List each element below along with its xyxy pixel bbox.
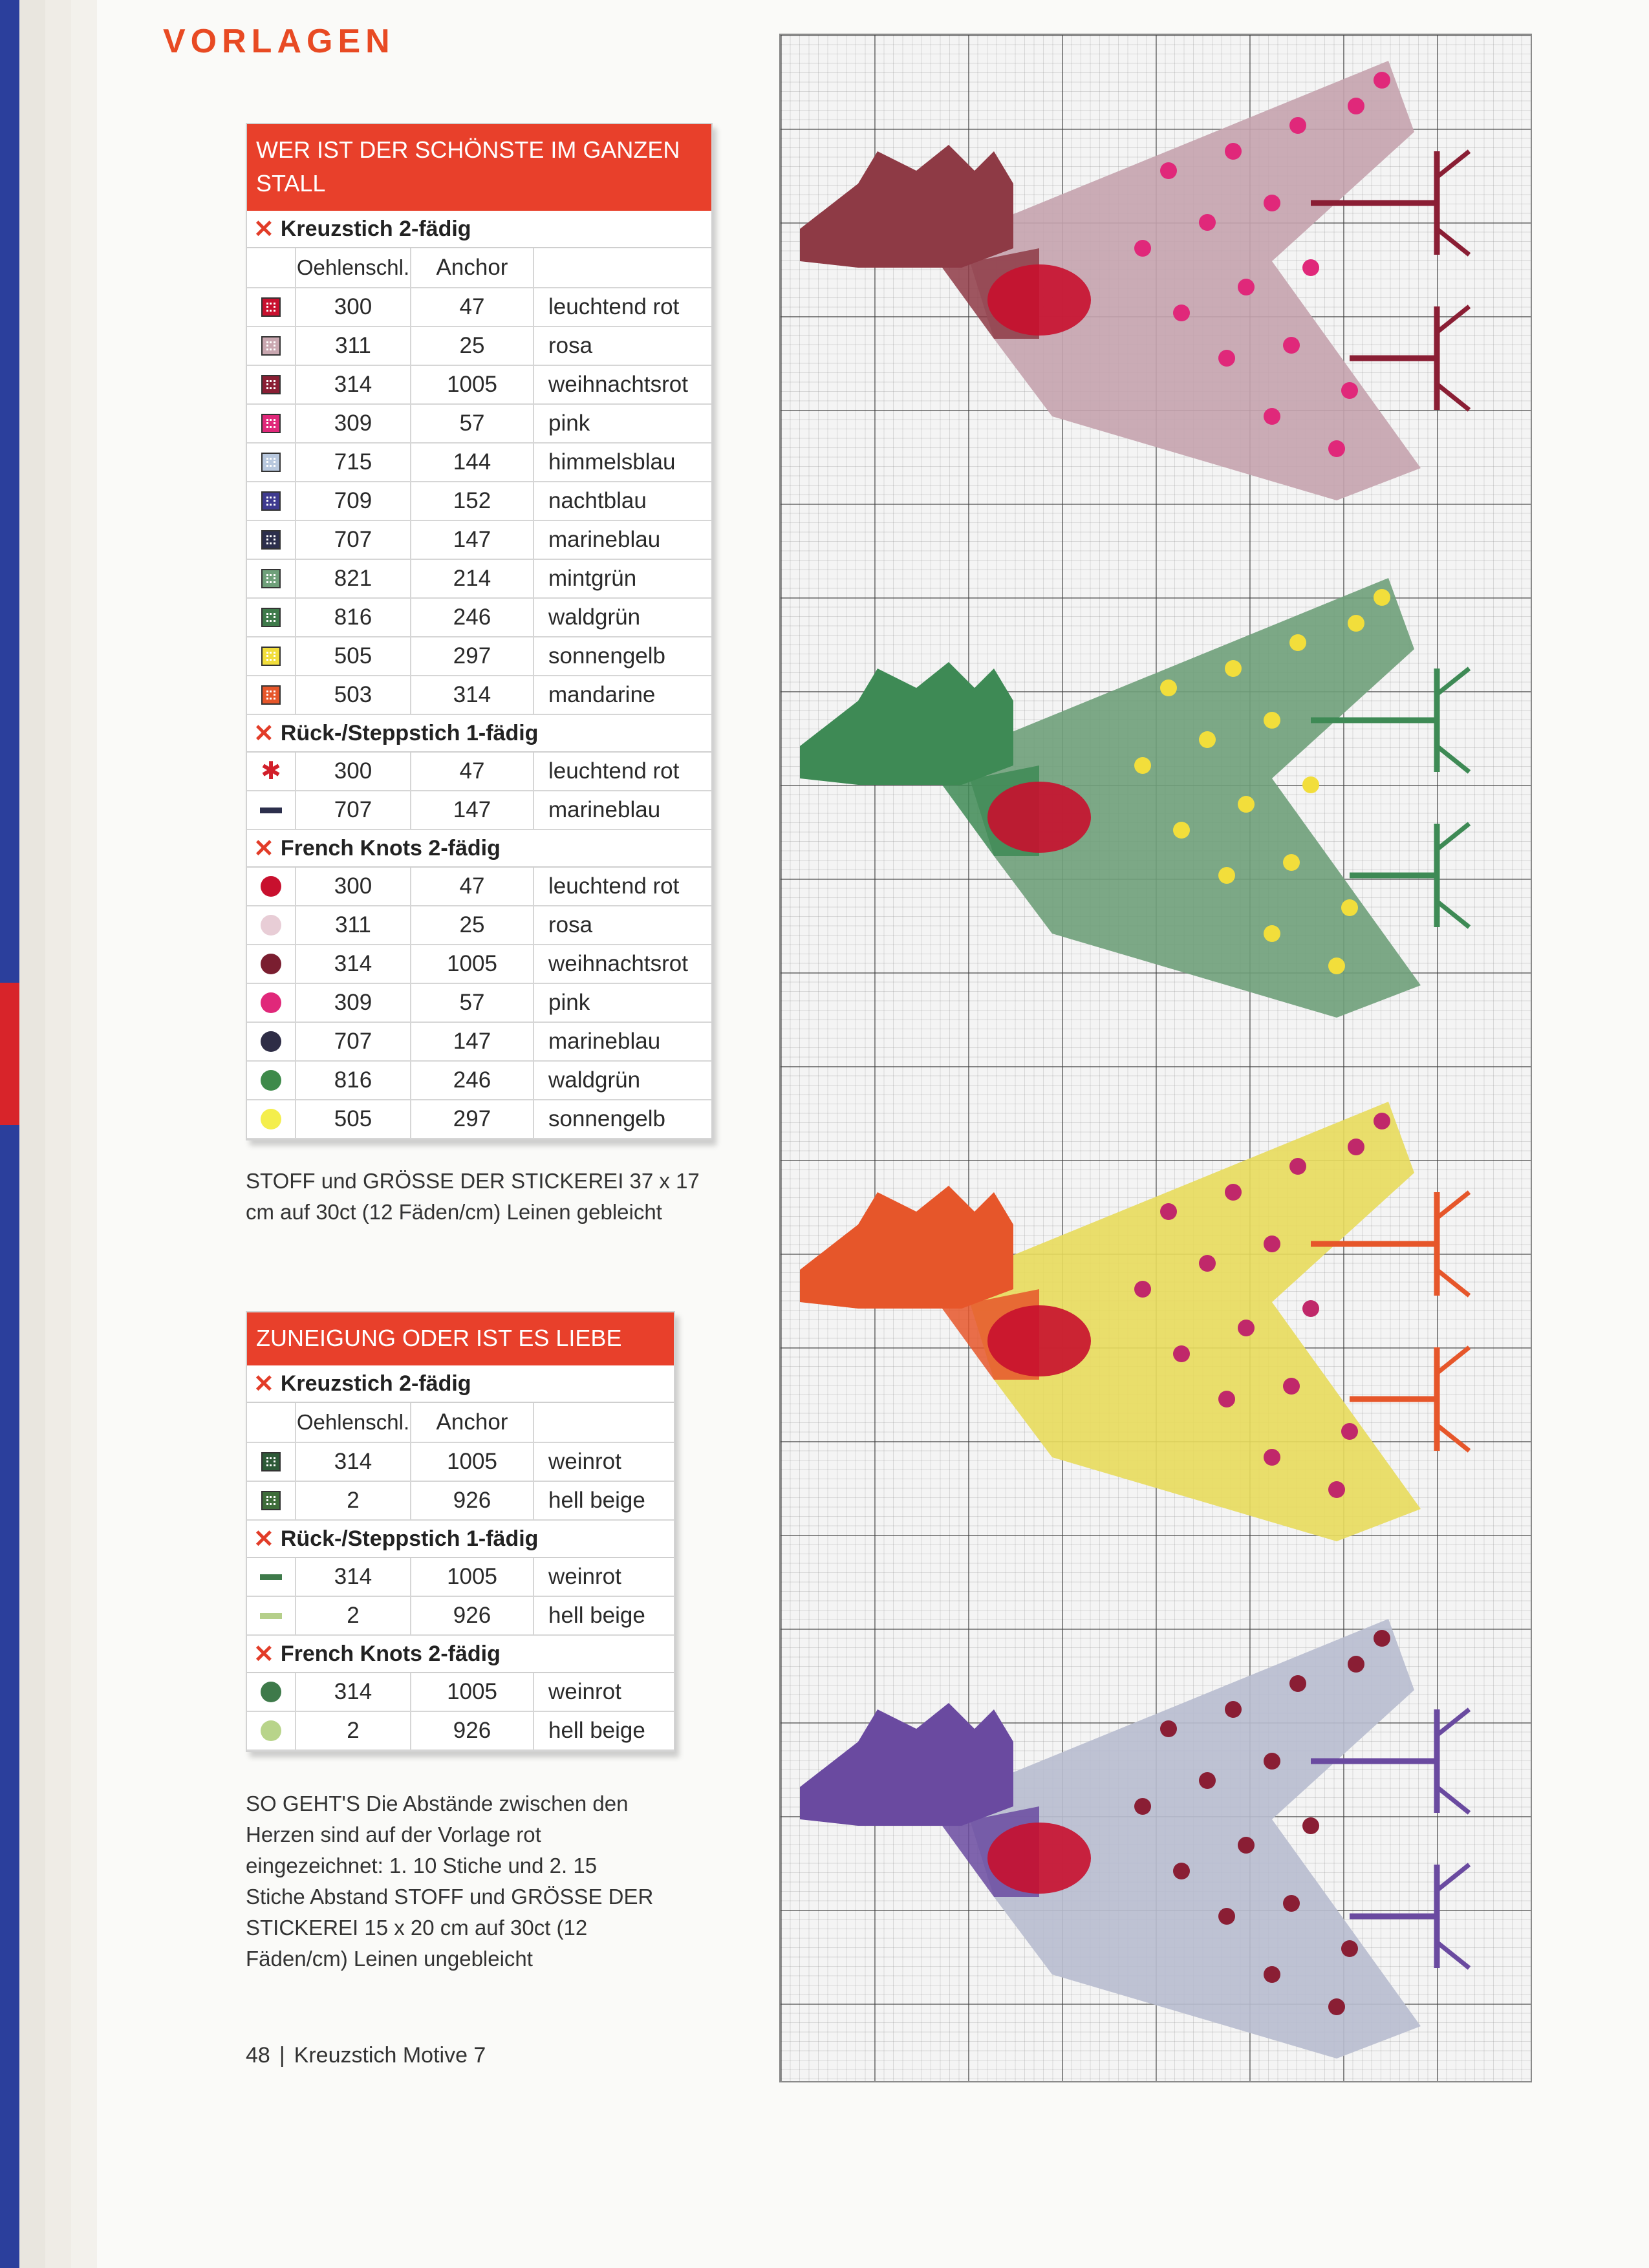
french-knot-dot-icon	[261, 876, 281, 897]
stitch-symbol	[247, 366, 296, 403]
legend-row	[247, 791, 711, 830]
pattern-motif-dot	[1289, 117, 1306, 134]
pattern-motif-dot	[1328, 1481, 1345, 1498]
dmc-number: 707	[296, 1023, 411, 1060]
cross-stitch-symbol-icon	[261, 1491, 281, 1510]
bird-wing	[987, 1823, 1091, 1894]
pattern-motif-dot	[1264, 1966, 1280, 1983]
bird-wing	[987, 782, 1091, 853]
stitch-symbol	[247, 482, 296, 520]
color-name: mandarine	[548, 682, 656, 708]
dmc-number: 314	[296, 366, 411, 403]
cross-stitch-symbol-icon	[261, 375, 281, 394]
dmc-number: 311	[296, 906, 411, 944]
legend-row	[247, 1023, 711, 1062]
anchor-number: 297	[411, 637, 534, 675]
bird-comb	[800, 1703, 1013, 1826]
pattern-motif-dot	[1374, 1630, 1390, 1647]
legend-row	[247, 1673, 674, 1712]
bird-toe	[1437, 1942, 1469, 1968]
dmc-number: 314	[296, 1558, 411, 1596]
pattern-motif-dot	[1341, 899, 1358, 916]
anchor-number: 1005	[411, 1673, 534, 1711]
bird-toe	[1437, 1347, 1469, 1373]
stitch-symbol	[247, 791, 296, 829]
color-name: pink	[548, 411, 590, 436]
anchor-number: 926	[411, 1482, 534, 1519]
french-knot-dot-icon	[261, 1720, 281, 1741]
section-back-stitch: ✕ Rück-/Steppstich 1-fädig	[247, 1521, 674, 1558]
pattern-motif-dot	[1238, 279, 1255, 295]
dmc-number: 300	[296, 288, 411, 326]
bird-toe	[1437, 1865, 1469, 1890]
dmc-number: 300	[296, 868, 411, 905]
dmc-number: 503	[296, 676, 411, 714]
pattern-motif-dot	[1173, 1863, 1190, 1879]
legend-row	[247, 1100, 711, 1139]
color-name: weihnachtsrot	[548, 372, 688, 398]
pattern-motif-dot	[1173, 1345, 1190, 1362]
dmc-number: 707	[296, 521, 411, 559]
legend-title: WER IST DER SCHÖNSTE IM GANZEN STALL	[247, 124, 711, 211]
anchor-number: 926	[411, 1712, 534, 1749]
pattern-motif-dot	[1199, 1255, 1216, 1272]
legend-row	[247, 1558, 674, 1597]
anchor-number: 147	[411, 521, 534, 559]
anchor-number: 1005	[411, 1558, 534, 1596]
french-knot-dot-icon	[261, 992, 281, 1013]
stitch-symbol	[247, 521, 296, 559]
stitch-symbol	[247, 676, 296, 714]
legend-row	[247, 1062, 711, 1100]
back-stitch-line-icon	[260, 808, 282, 813]
section-french-knots: ✕ French Knots 2-fädig	[247, 1636, 674, 1673]
legend-row	[247, 1712, 674, 1751]
pattern-motif-dot	[1374, 1113, 1390, 1129]
section-cross-stitch: ✕ Kreuzstich 2-fädig	[247, 211, 711, 248]
legend-row	[247, 906, 711, 945]
dmc-number: 300	[296, 753, 411, 790]
page-number: 48	[246, 2043, 270, 2068]
dmc-number: 311	[296, 327, 411, 365]
cross-stitch-symbol-icon	[261, 685, 281, 705]
color-name: weinrot	[548, 1564, 621, 1590]
pattern-motif-dot	[1173, 822, 1190, 839]
dmc-number: 314	[296, 1673, 411, 1711]
cross-stitch-symbol-icon	[261, 569, 281, 588]
dmc-number: 309	[296, 405, 411, 442]
column-headers	[247, 248, 711, 288]
back-stitch-line-icon	[260, 1574, 282, 1580]
stitch-symbol	[247, 945, 296, 983]
bird-toe	[1437, 384, 1469, 410]
legend-row	[247, 444, 711, 482]
color-name: sonnengelb	[548, 643, 665, 669]
bird-toe	[1437, 1270, 1469, 1296]
dmc-number: 2	[296, 1712, 411, 1749]
dmc-number: 314	[296, 945, 411, 983]
pattern-motif-dot	[1160, 1720, 1177, 1737]
anchor-number: 25	[411, 906, 534, 944]
pattern-motif-dot	[1225, 1184, 1242, 1201]
dmc-number: 505	[296, 1100, 411, 1138]
french-knot-dot-icon	[261, 954, 281, 974]
bird-motif	[800, 61, 1469, 500]
color-name: pink	[548, 990, 590, 1016]
column-header-dmc: Oehlenschl.	[296, 248, 411, 287]
dmc-number: 715	[296, 444, 411, 481]
anchor-number: 214	[411, 560, 534, 597]
pattern-motif-dot	[1264, 1449, 1280, 1466]
column-headers	[247, 1403, 674, 1443]
legend-row	[247, 1443, 674, 1482]
stitch-symbol	[247, 405, 296, 442]
anchor-number: 47	[411, 868, 534, 905]
pattern-motif-dot	[1218, 1908, 1235, 1925]
anchor-number: 314	[411, 676, 534, 714]
pattern-motif-dot	[1160, 162, 1177, 179]
pattern-motif-dot	[1264, 408, 1280, 425]
anchor-number: 1005	[411, 1443, 534, 1481]
pattern-motif-dot	[1134, 1281, 1151, 1298]
bird-toe	[1437, 1192, 1469, 1218]
anchor-number: 297	[411, 1100, 534, 1138]
legend-row	[247, 753, 711, 791]
pattern-motif-dot	[1341, 1423, 1358, 1440]
legend-row	[247, 521, 711, 560]
pattern-motif-dot	[1218, 350, 1235, 367]
french-knot-dot-icon	[261, 915, 281, 936]
pattern-motif-dot	[1283, 1895, 1300, 1912]
back-stitch-star-icon: ✱	[261, 758, 281, 786]
section-cross-stitch: ✕ Kreuzstich 2-fädig	[247, 1365, 674, 1403]
legend-row	[247, 288, 711, 327]
stitch-symbol	[247, 288, 296, 326]
pattern-motif-dot	[1134, 1798, 1151, 1815]
pattern-motif-dot	[1264, 1753, 1280, 1770]
stitch-symbol	[247, 1443, 296, 1481]
instructions-note-2: SO GEHT'S Die Abstände zwischen den Herzen sind auf der Vorlage rot eingezeichnet: 1. 10 Stiche und 2. 15 Stiche Abstand STOFF und GRÖSSE DER STICKEREI 15 x 20 cm auf 30ct (12 Fäden/cm) Leinen ungebleicht	[246, 1792, 654, 1971]
bird-comb	[800, 662, 1013, 785]
pattern-motif-dot	[1328, 957, 1345, 974]
legend-row	[247, 599, 711, 637]
anchor-number: 144	[411, 444, 534, 481]
bird-toe	[1437, 151, 1469, 177]
cross-stitch-symbol-icon	[261, 1452, 281, 1471]
legend-row	[247, 327, 711, 366]
stitch-symbol	[247, 444, 296, 481]
color-name: mintgrün	[548, 566, 637, 592]
color-name: nachtblau	[548, 488, 647, 514]
stitch-symbol	[247, 753, 296, 790]
dmc-number: 2	[296, 1482, 411, 1519]
pattern-motif-dot	[1289, 634, 1306, 651]
dmc-number: 816	[296, 599, 411, 636]
dmc-number: 816	[296, 1062, 411, 1099]
stitch-symbol	[247, 1023, 296, 1060]
cross-stitch-symbol-icon	[261, 297, 281, 317]
stitch-symbol	[247, 599, 296, 636]
pattern-motif-dot	[1134, 240, 1151, 257]
bird-motif	[800, 578, 1469, 1018]
pattern-motif-dot	[1160, 679, 1177, 696]
anchor-number: 1005	[411, 945, 534, 983]
pattern-motif-dot	[1264, 925, 1280, 942]
dmc-number: 821	[296, 560, 411, 597]
dmc-number: 707	[296, 791, 411, 829]
legend-row	[247, 1597, 674, 1636]
bird-comb	[800, 1186, 1013, 1309]
color-name: himmelsblau	[548, 449, 676, 475]
pattern-motif-dot	[1302, 1300, 1319, 1317]
back-stitch-line-icon	[260, 1613, 282, 1619]
legend-row	[247, 945, 711, 984]
bird-comb	[800, 145, 1013, 268]
legend-row	[247, 1482, 674, 1521]
cross-stitch-symbol-icon	[261, 647, 281, 666]
legend-table-1	[246, 123, 713, 1140]
stitch-symbol	[247, 1673, 296, 1711]
pattern-motif-dot	[1199, 214, 1216, 231]
pattern-motif-dot	[1289, 1675, 1306, 1692]
legend-row	[247, 637, 711, 676]
color-name: hell beige	[548, 1488, 645, 1514]
bird-toe	[1437, 669, 1469, 694]
color-name: hell beige	[548, 1603, 645, 1629]
pattern-motif-dot	[1225, 143, 1242, 160]
fabric-note-1: STOFF und GRÖSSE DER STICKEREI 37 x 17 cm auf 30ct (12 Fäden/cm) Leinen gebleicht	[246, 1169, 700, 1224]
pattern-motif-dot	[1199, 1772, 1216, 1789]
bird-wing	[987, 1305, 1091, 1376]
anchor-number: 1005	[411, 366, 534, 403]
french-knot-dot-icon	[261, 1109, 281, 1129]
legend-table-2	[246, 1311, 675, 1752]
color-name: sonnengelb	[548, 1106, 665, 1132]
anchor-number: 147	[411, 1023, 534, 1060]
stitch-symbol	[247, 1597, 296, 1634]
pattern-motif-dot	[1348, 1656, 1364, 1673]
stitch-symbol	[247, 906, 296, 944]
bird-toe	[1437, 306, 1469, 332]
pattern-motif-dot	[1302, 776, 1319, 793]
anchor-number: 152	[411, 482, 534, 520]
cross-stitch-symbol-icon	[261, 491, 281, 511]
color-name: hell beige	[548, 1718, 645, 1744]
pattern-motif-dot	[1225, 660, 1242, 677]
bird-motif	[800, 1619, 1469, 2059]
color-name: leuchtend rot	[548, 873, 680, 899]
pattern-motif-dot	[1283, 337, 1300, 354]
column-header-dmc: Oehlenschl.	[296, 1403, 411, 1442]
stitch-symbol	[247, 1482, 296, 1519]
anchor-number: 47	[411, 753, 534, 790]
page-footer: 48 | Kreuzstich Motive 7	[246, 2043, 486, 2068]
bird-toe	[1437, 824, 1469, 850]
pattern-motif-dot	[1328, 1998, 1345, 2015]
stitch-symbol	[247, 637, 296, 675]
stitch-symbol	[247, 560, 296, 597]
color-name: leuchtend rot	[548, 758, 680, 784]
stitch-symbol	[247, 1558, 296, 1596]
dmc-number: 505	[296, 637, 411, 675]
legend-row	[247, 868, 711, 906]
cross-stitch-symbol-icon	[261, 414, 281, 433]
legend-row	[247, 676, 711, 715]
anchor-number: 147	[411, 791, 534, 829]
stitch-symbol	[247, 1062, 296, 1099]
pattern-motif-dot	[1341, 382, 1358, 399]
pattern-motif-dot	[1374, 72, 1390, 89]
magazine-name: Kreuzstich Motive 7	[294, 2043, 486, 2068]
pattern-motif-dot	[1283, 1378, 1300, 1395]
pattern-motif-dot	[1302, 259, 1319, 276]
stitch-symbol	[247, 327, 296, 365]
color-name: weihnachtsrot	[548, 951, 688, 977]
pattern-motif-dot	[1218, 1391, 1235, 1407]
cross-stitch-pattern-chart	[779, 34, 1532, 2082]
pattern-motif-dot	[1348, 1139, 1364, 1155]
anchor-number: 25	[411, 327, 534, 365]
bird-wing	[987, 264, 1091, 336]
pattern-motif-dot	[1264, 712, 1280, 729]
french-knot-dot-icon	[261, 1031, 281, 1052]
legend-row	[247, 984, 711, 1023]
dmc-number: 314	[296, 1443, 411, 1481]
cross-stitch-symbol-icon	[261, 530, 281, 550]
color-name: weinrot	[548, 1679, 621, 1705]
color-name: marineblau	[548, 797, 661, 823]
page-title: VORLAGEN	[163, 23, 395, 60]
stitch-symbol	[247, 1100, 296, 1138]
stitch-symbol	[247, 984, 296, 1022]
column-header-anchor: Anchor	[411, 248, 534, 287]
color-name: leuchtend rot	[548, 294, 680, 320]
color-name: weinrot	[548, 1449, 621, 1475]
pattern-motif-dot	[1283, 854, 1300, 871]
pattern-motif-dot	[1238, 796, 1255, 813]
legend-row	[247, 560, 711, 599]
magazine-spine	[0, 0, 97, 2268]
color-name: marineblau	[548, 527, 661, 553]
stitch-symbol	[247, 1712, 296, 1749]
pattern-motif-dot	[1173, 305, 1190, 321]
dmc-number: 2	[296, 1597, 411, 1634]
pattern-motif-dot	[1238, 1837, 1255, 1854]
bird-toe	[1437, 229, 1469, 255]
anchor-number: 57	[411, 984, 534, 1022]
french-knot-dot-icon	[261, 1070, 281, 1091]
stitch-symbol	[247, 868, 296, 905]
pattern-motif-dot	[1160, 1203, 1177, 1220]
cross-stitch-symbol-icon	[261, 608, 281, 627]
pattern-motif-dot	[1302, 1817, 1319, 1834]
pattern-motif-dot	[1374, 589, 1390, 606]
bird-toe	[1437, 901, 1469, 927]
bird-motif	[800, 1102, 1469, 1541]
anchor-number: 246	[411, 1062, 534, 1099]
pattern-motif-dot	[1134, 757, 1151, 774]
bird-toe	[1437, 1709, 1469, 1735]
bird-toe	[1437, 1787, 1469, 1813]
anchor-number: 926	[411, 1597, 534, 1634]
anchor-number: 57	[411, 405, 534, 442]
pattern-motif-dot	[1264, 195, 1280, 211]
section-back-stitch: ✕ Rück-/Steppstich 1-fädig	[247, 715, 711, 753]
pattern-motif-dot	[1218, 867, 1235, 884]
pattern-motif-dot	[1225, 1701, 1242, 1718]
dmc-number: 309	[296, 984, 411, 1022]
legend-title: ZUNEIGUNG ODER IST ES LIEBE	[247, 1312, 674, 1365]
dmc-number: 709	[296, 482, 411, 520]
legend-row	[247, 405, 711, 444]
cross-stitch-symbol-icon	[261, 336, 281, 356]
column-header-anchor: Anchor	[411, 1403, 534, 1442]
color-name: rosa	[548, 912, 593, 938]
pattern-motif-dot	[1341, 1940, 1358, 1957]
pattern-drawing	[781, 35, 1531, 2081]
color-name: waldgrün	[548, 604, 641, 630]
color-name: marineblau	[548, 1029, 661, 1054]
cross-stitch-symbol-icon	[261, 453, 281, 472]
section-french-knots: ✕ French Knots 2-fädig	[247, 830, 711, 868]
anchor-number: 47	[411, 288, 534, 326]
pattern-motif-dot	[1348, 615, 1364, 632]
pattern-motif-dot	[1348, 98, 1364, 114]
pattern-motif-dot	[1199, 731, 1216, 748]
legend-row	[247, 482, 711, 521]
bird-toe	[1437, 1425, 1469, 1451]
bird-toe	[1437, 746, 1469, 772]
pattern-motif-dot	[1264, 1236, 1280, 1252]
pattern-motif-dot	[1238, 1320, 1255, 1336]
anchor-number: 246	[411, 599, 534, 636]
pattern-motif-dot	[1289, 1158, 1306, 1175]
color-name: rosa	[548, 333, 593, 359]
pattern-motif-dot	[1328, 440, 1345, 457]
french-knot-dot-icon	[261, 1682, 281, 1702]
legend-row	[247, 366, 711, 405]
color-name: waldgrün	[548, 1067, 641, 1093]
